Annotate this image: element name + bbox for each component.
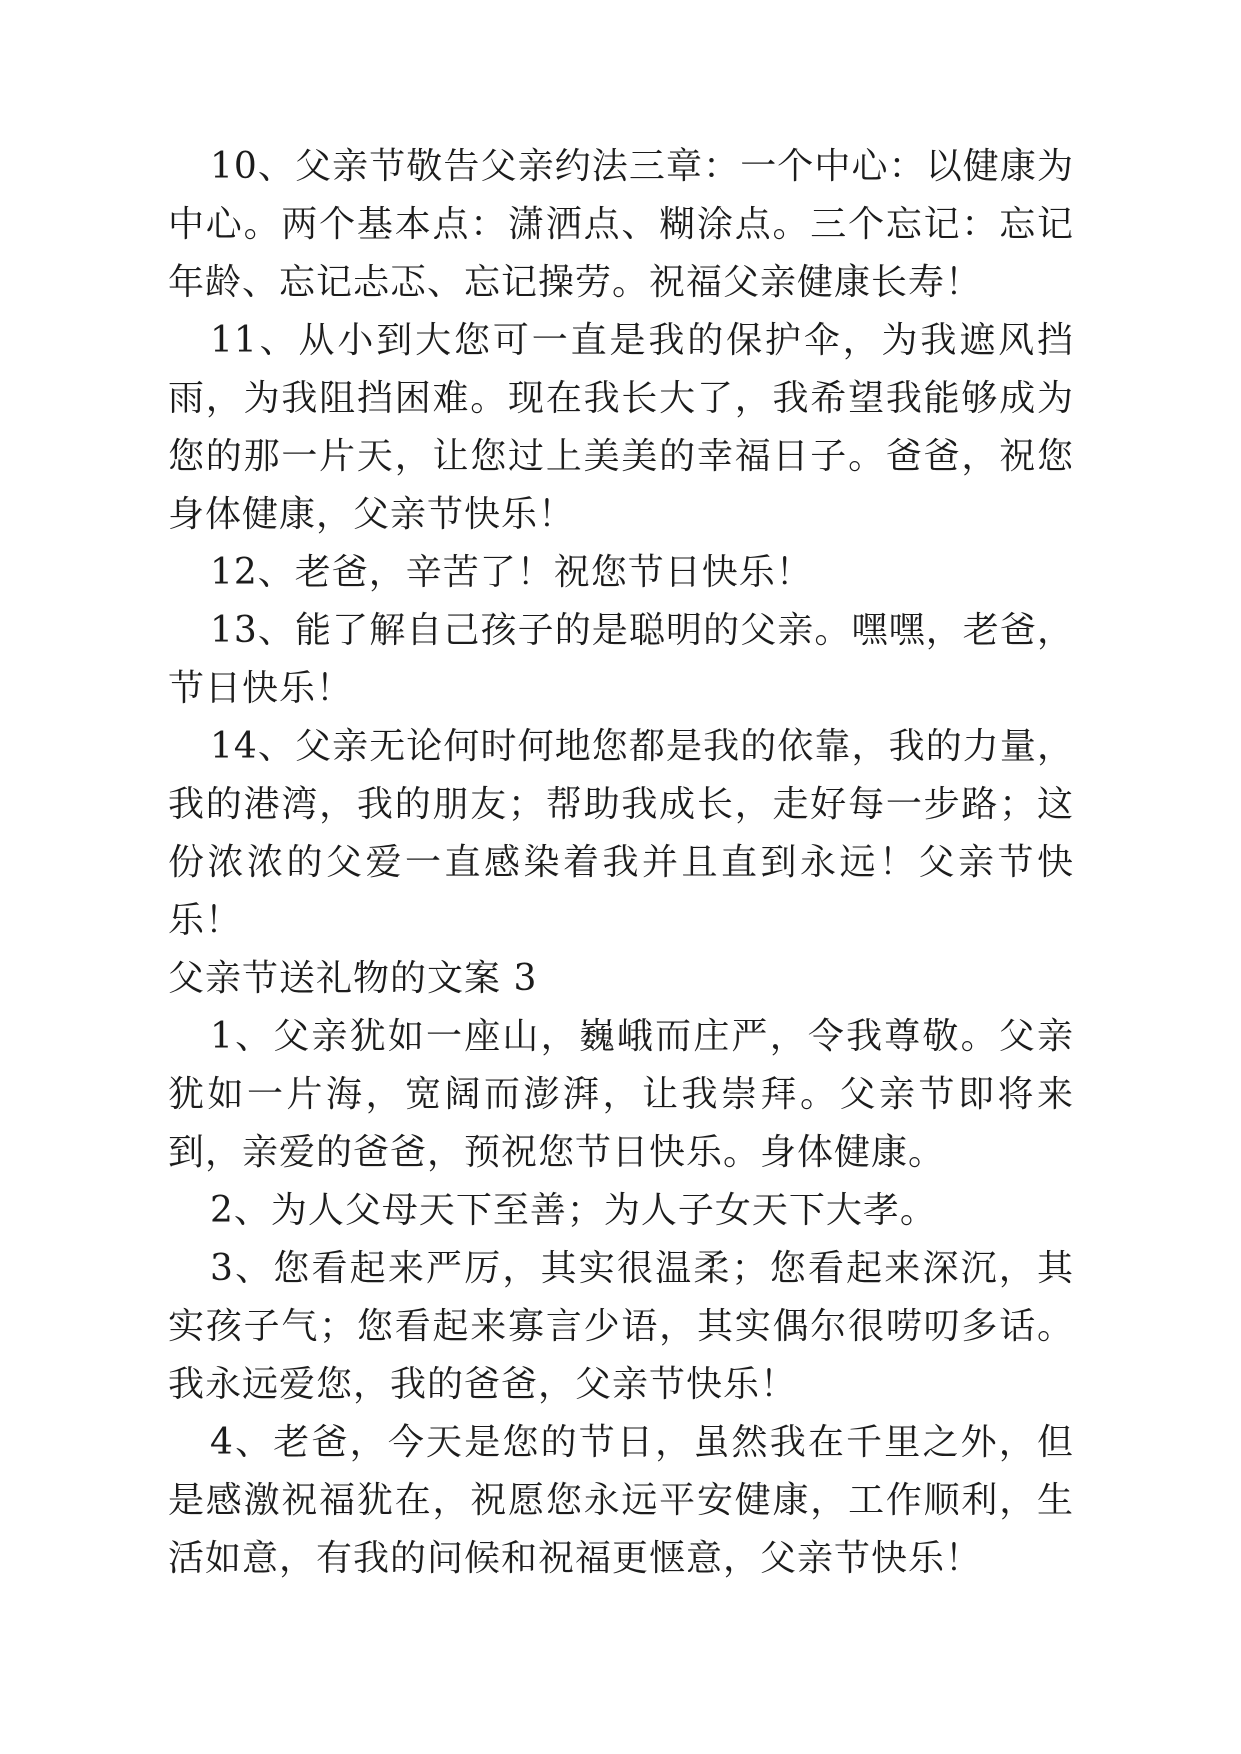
paragraph-item-3: 3、您看起来严厉，其实很温柔；您看起来深沉，其实孩子气；您看起来寡言少语，其实偶尔很唠叨多话。我永远爱您，我的爸爸，父亲节快乐！ xyxy=(168,1248,1074,1405)
document-text-block xyxy=(168,138,1074,1588)
paragraph-item-14: 14、父亲无论何时何地您都是我的依靠，我的力量，我的港湾，我的朋友；帮助我成长，走好每一步路；这份浓浓的父爱一直感染着我并且直到永远！父亲节快乐！ xyxy=(168,726,1074,941)
paragraph-item-2: 2、为人父母天下至善；为人子女天下大孝。 xyxy=(210,1190,937,1231)
paragraph-item-13: 13、能了解自己孩子的是聪明的父亲。嘿嘿，老爸，节日快乐！ xyxy=(168,610,1074,709)
paragraph-item-11: 11、从小到大您可一直是我的保护伞，为我遮风挡雨，为我阻挡困难。现在我长大了，我希望我能够成为您的那一片天，让您过上美美的幸福日子。爸爸，祝您身体健康，父亲节快乐！ xyxy=(168,320,1074,535)
paragraph-item-10: 10、父亲节敬告父亲约法三章：一个中心：以健康为中心。两个基本点：潇洒点、糊涂点。三个忘记：忘记年龄、忘记忐忑、忘记操劳。祝福父亲健康长寿！ xyxy=(168,146,1074,303)
paragraph-item-1: 1、父亲犹如一座山，巍峨而庄严，令我尊敬。父亲犹如一片海，宽阔而澎湃，让我崇拜。父亲节即将来到，亲爱的爸爸，预祝您节日快乐。身体健康。 xyxy=(168,1016,1074,1173)
paragraph-item-4: 4、老爸，今天是您的节日，虽然我在千里之外，但是感激祝福犹在，祝愿您永远平安健康，工作顺利，生活如意，有我的问候和祝福更惬意，父亲节快乐！ xyxy=(168,1422,1074,1579)
paragraph-item-12: 12、老爸，辛苦了！祝您节日快乐！ xyxy=(210,552,813,593)
section-heading: 父亲节送礼物的文案 3 xyxy=(168,958,538,999)
